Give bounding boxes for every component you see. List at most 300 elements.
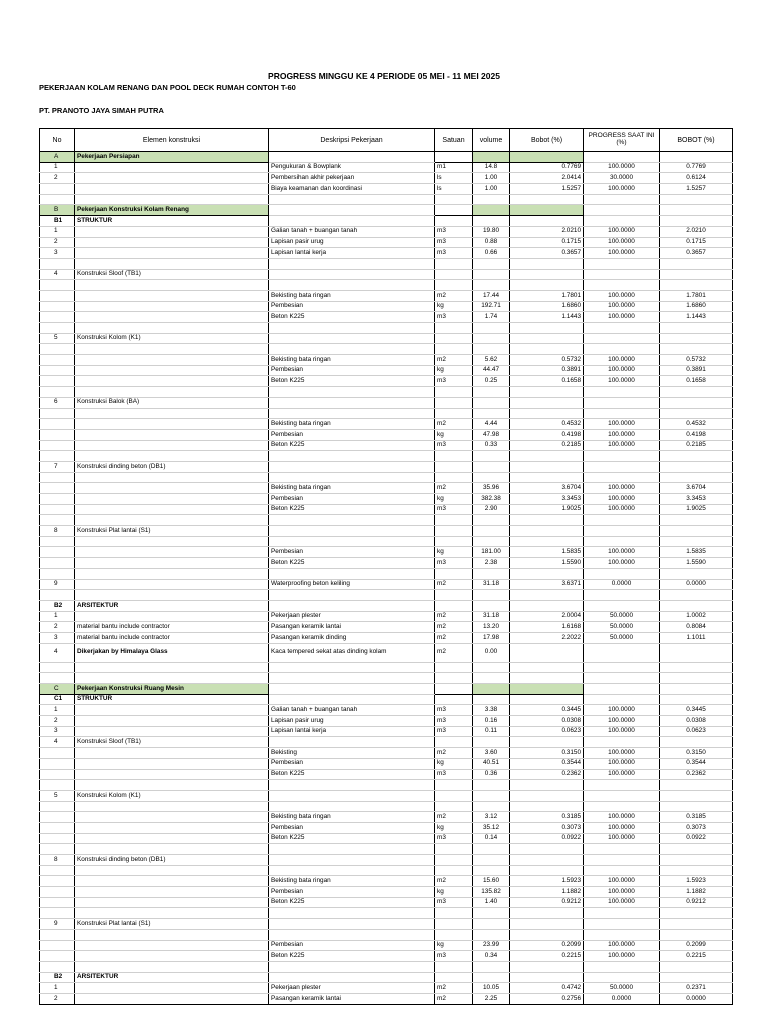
cell-bobot: 3.6704	[510, 483, 584, 494]
cell-no: 3	[40, 248, 75, 259]
table-row	[40, 483, 733, 494]
cell-volume: 0.25	[473, 376, 510, 387]
cell-satuan: m3	[435, 248, 473, 259]
header-volume: volume	[473, 129, 510, 152]
cell-elemen	[75, 590, 269, 601]
cell-no: 2	[40, 993, 75, 1004]
cell-satuan: m2	[435, 579, 473, 590]
cell-bobot	[510, 461, 584, 472]
cell-progress	[584, 929, 660, 940]
cell-volume	[473, 865, 510, 876]
cell-bobot	[510, 908, 584, 919]
cell-volume	[473, 694, 510, 705]
cell-progress: 50.0000	[584, 622, 660, 633]
cell-deskripsi	[269, 865, 435, 876]
cell-no	[40, 929, 75, 940]
cell-volume	[473, 801, 510, 812]
table-row	[40, 472, 733, 483]
cell-bobot: 2.0210	[510, 226, 584, 237]
section-row	[40, 205, 733, 216]
cell-deskripsi: Bekisting bata ringan	[269, 483, 435, 494]
cell-no	[40, 365, 75, 376]
cell-no	[40, 387, 75, 398]
cell-deskripsi: Beton K225	[269, 558, 435, 569]
cell-deskripsi	[269, 780, 435, 791]
cell-volume	[473, 333, 510, 344]
cell-bobot	[510, 600, 584, 611]
cell-no	[40, 355, 75, 366]
cell-elemen	[75, 184, 269, 195]
cell-deskripsi: Lapisan lantai kerja	[269, 248, 435, 259]
cell-bobot	[510, 408, 584, 419]
table-row	[40, 600, 733, 611]
cell-satuan	[435, 536, 473, 547]
cell-bobot-progress: 0.2371	[660, 983, 733, 994]
cell-volume: 17.44	[473, 290, 510, 301]
cell-progress	[584, 780, 660, 791]
cell-bobot: 3.6371	[510, 579, 584, 590]
cell-deskripsi	[269, 387, 435, 398]
cell-volume	[473, 461, 510, 472]
cell-progress: 100.0000	[584, 705, 660, 716]
cell-no	[40, 908, 75, 919]
cell-progress: 100.0000	[584, 301, 660, 312]
cell-progress	[584, 280, 660, 291]
cell-volume	[473, 152, 510, 163]
cell-bobot-progress	[660, 333, 733, 344]
cell-volume: 0.36	[473, 769, 510, 780]
cell-bobot-progress	[660, 258, 733, 269]
cell-elemen	[75, 483, 269, 494]
cell-volume	[473, 526, 510, 537]
cell-progress	[584, 673, 660, 684]
cell-no: 4	[40, 269, 75, 280]
cell-bobot	[510, 590, 584, 601]
table-row	[40, 376, 733, 387]
table-row	[40, 865, 733, 876]
table-row	[40, 184, 733, 195]
cell-satuan	[435, 472, 473, 483]
cell-deskripsi	[269, 694, 435, 705]
cell-volume	[473, 451, 510, 462]
cell-bobot-progress: 1.0002	[660, 611, 733, 622]
project-subtitle: PEKERJAAN KOLAM RENANG DAN POOL DECK RUMAH CONTOH T-60	[39, 83, 296, 92]
cell-progress: 100.0000	[584, 769, 660, 780]
cell-elemen	[75, 547, 269, 558]
cell-bobot	[510, 216, 584, 227]
table-row	[40, 919, 733, 930]
cell-progress	[584, 694, 660, 705]
cell-deskripsi	[269, 737, 435, 748]
cell-volume: 2.25	[473, 993, 510, 1004]
cell-bobot-progress: 1.5257	[660, 184, 733, 195]
cell-bobot: 0.0308	[510, 716, 584, 727]
cell-deskripsi	[269, 258, 435, 269]
cell-deskripsi: Waterproofing beton keliling	[269, 579, 435, 590]
cell-elemen	[75, 173, 269, 184]
cell-deskripsi: Biaya keamanan dan koordinasi	[269, 184, 435, 195]
cell-satuan: m2	[435, 419, 473, 430]
cell-deskripsi	[269, 194, 435, 205]
cell-elemen	[75, 226, 269, 237]
cell-no: A	[40, 152, 75, 163]
cell-progress	[584, 515, 660, 526]
cell-progress	[584, 205, 660, 216]
cell-elemen: Dikerjakan by Himalaya Glass	[75, 643, 269, 662]
cell-volume: 0.34	[473, 951, 510, 962]
table-row	[40, 365, 733, 376]
cell-progress: 100.0000	[584, 483, 660, 494]
cell-volume: 0.16	[473, 716, 510, 727]
table-row	[40, 908, 733, 919]
progress-table	[39, 128, 733, 1005]
cell-elemen	[75, 887, 269, 898]
cell-satuan: kg	[435, 365, 473, 376]
cell-bobot-progress	[660, 694, 733, 705]
cell-no	[40, 494, 75, 505]
cell-satuan	[435, 526, 473, 537]
cell-bobot-progress	[660, 344, 733, 355]
cell-volume	[473, 568, 510, 579]
cell-satuan: m3	[435, 716, 473, 727]
cell-bobot-progress: 0.0922	[660, 833, 733, 844]
cell-volume: 13.20	[473, 622, 510, 633]
cell-elemen	[75, 237, 269, 248]
header-deskripsi: Deskripsi Pekerjaan	[269, 129, 435, 152]
cell-volume	[473, 216, 510, 227]
cell-satuan: m2	[435, 748, 473, 759]
cell-bobot-progress	[660, 323, 733, 334]
table-row	[40, 312, 733, 323]
cell-volume	[473, 397, 510, 408]
cell-volume: 4.44	[473, 419, 510, 430]
cell-satuan	[435, 694, 473, 705]
table-row	[40, 611, 733, 622]
cell-bobot: 2.0414	[510, 173, 584, 184]
cell-elemen	[75, 611, 269, 622]
cell-satuan: m2	[435, 643, 473, 662]
cell-satuan: m2	[435, 622, 473, 633]
cell-bobot-progress	[660, 844, 733, 855]
cell-deskripsi: Beton K225	[269, 951, 435, 962]
cell-volume	[473, 908, 510, 919]
cell-volume: 1.40	[473, 897, 510, 908]
cell-volume: 14.8	[473, 162, 510, 173]
cell-deskripsi	[269, 216, 435, 227]
cell-deskripsi: Galian tanah + buangan tanah	[269, 226, 435, 237]
cell-elemen	[75, 726, 269, 737]
cell-satuan	[435, 269, 473, 280]
cell-no: B	[40, 205, 75, 216]
cell-bobot-progress: 0.2362	[660, 769, 733, 780]
cell-progress: 100.0000	[584, 887, 660, 898]
table-row	[40, 993, 733, 1004]
cell-no: 8	[40, 855, 75, 866]
cell-progress: 100.0000	[584, 312, 660, 323]
cell-deskripsi	[269, 600, 435, 611]
cell-no: 3	[40, 632, 75, 643]
cell-volume: 5.62	[473, 355, 510, 366]
cell-volume: 3.38	[473, 705, 510, 716]
cell-elemen	[75, 579, 269, 590]
table-row	[40, 737, 733, 748]
cell-bobot-progress: 1.5590	[660, 558, 733, 569]
cell-bobot-progress	[660, 472, 733, 483]
cell-no	[40, 662, 75, 673]
cell-bobot: 0.1715	[510, 237, 584, 248]
cell-satuan: m3	[435, 726, 473, 737]
cell-bobot-progress: 0.3544	[660, 758, 733, 769]
cell-bobot-progress: 1.1882	[660, 887, 733, 898]
cell-no	[40, 801, 75, 812]
cell-satuan	[435, 855, 473, 866]
cell-deskripsi	[269, 844, 435, 855]
table-row	[40, 822, 733, 833]
cell-elemen: Pekerjaan Konstruksi Ruang Mesin	[75, 684, 269, 695]
cell-elemen: Konstruksi Balok (BA)	[75, 397, 269, 408]
cell-volume: 10.05	[473, 983, 510, 994]
cell-bobot	[510, 205, 584, 216]
cell-volume: 0.88	[473, 237, 510, 248]
cell-bobot: 0.0623	[510, 726, 584, 737]
cell-progress	[584, 408, 660, 419]
cell-elemen	[75, 833, 269, 844]
document-title: PROGRESS MINGGU KE 4 PERIODE 05 MEI - 11 MEI 2025	[268, 71, 500, 81]
cell-satuan: kg	[435, 887, 473, 898]
table-row	[40, 705, 733, 716]
header-bobot: Bobot (%)	[510, 129, 584, 152]
cell-elemen	[75, 822, 269, 833]
cell-satuan	[435, 461, 473, 472]
cell-no	[40, 780, 75, 791]
cell-progress	[584, 590, 660, 601]
cell-bobot	[510, 258, 584, 269]
cell-volume	[473, 590, 510, 601]
cell-elemen	[75, 312, 269, 323]
cell-satuan	[435, 344, 473, 355]
cell-no: 4	[40, 643, 75, 662]
cell-bobot: 1.1882	[510, 887, 584, 898]
cell-volume	[473, 844, 510, 855]
cell-bobot-progress	[660, 737, 733, 748]
cell-bobot	[510, 152, 584, 163]
cell-bobot-progress: 0.2215	[660, 951, 733, 962]
cell-no	[40, 940, 75, 951]
cell-satuan	[435, 387, 473, 398]
cell-no	[40, 344, 75, 355]
table-row	[40, 929, 733, 940]
cell-no	[40, 301, 75, 312]
cell-satuan: m3	[435, 440, 473, 451]
cell-volume	[473, 408, 510, 419]
cell-bobot	[510, 515, 584, 526]
cell-satuan: m2	[435, 812, 473, 823]
cell-bobot-progress	[660, 643, 733, 662]
cell-progress: 0.0000	[584, 579, 660, 590]
cell-bobot-progress	[660, 972, 733, 983]
cell-bobot-progress: 0.9212	[660, 897, 733, 908]
cell-elemen	[75, 769, 269, 780]
cell-no: B2	[40, 600, 75, 611]
cell-elemen: STRUKTUR	[75, 694, 269, 705]
cell-no	[40, 258, 75, 269]
cell-satuan	[435, 451, 473, 462]
cell-bobot-progress	[660, 269, 733, 280]
cell-progress	[584, 526, 660, 537]
cell-bobot	[510, 643, 584, 662]
cell-progress	[584, 323, 660, 334]
cell-volume: 0.11	[473, 726, 510, 737]
cell-elemen: ARSITEKTUR	[75, 600, 269, 611]
cell-progress: 100.0000	[584, 748, 660, 759]
cell-satuan	[435, 929, 473, 940]
cell-progress	[584, 919, 660, 930]
cell-elemen	[75, 355, 269, 366]
cell-no: 3	[40, 726, 75, 737]
cell-elemen	[75, 983, 269, 994]
table-row	[40, 590, 733, 601]
cell-deskripsi	[269, 801, 435, 812]
cell-elemen	[75, 568, 269, 579]
table-row	[40, 419, 733, 430]
table-row	[40, 323, 733, 334]
cell-no	[40, 451, 75, 462]
cell-no	[40, 408, 75, 419]
cell-bobot: 0.3445	[510, 705, 584, 716]
cell-deskripsi: Pekerjaan plester	[269, 611, 435, 622]
table-row	[40, 355, 733, 366]
cell-volume	[473, 387, 510, 398]
cell-deskripsi	[269, 961, 435, 972]
table-row	[40, 515, 733, 526]
cell-bobot-progress	[660, 152, 733, 163]
cell-volume	[473, 961, 510, 972]
cell-elemen: material bantu include contractor	[75, 622, 269, 633]
cell-satuan: m3	[435, 951, 473, 962]
table-row	[40, 226, 733, 237]
cell-deskripsi: Bekisting bata ringan	[269, 355, 435, 366]
cell-bobot-progress	[660, 397, 733, 408]
cell-bobot: 1.6860	[510, 301, 584, 312]
table-row	[40, 726, 733, 737]
cell-no	[40, 673, 75, 684]
cell-bobot: 0.5732	[510, 355, 584, 366]
cell-volume: 0.00	[473, 643, 510, 662]
cell-no: 2	[40, 173, 75, 184]
cell-deskripsi: Pekerjaan plester	[269, 983, 435, 994]
cell-deskripsi	[269, 152, 435, 163]
cell-deskripsi: Pembesian	[269, 758, 435, 769]
cell-elemen: Konstruksi Sloof (TB1)	[75, 269, 269, 280]
cell-volume	[473, 600, 510, 611]
table-row	[40, 812, 733, 823]
cell-bobot: 2.2022	[510, 632, 584, 643]
cell-bobot: 0.2362	[510, 769, 584, 780]
cell-deskripsi: Bekisting	[269, 748, 435, 759]
cell-satuan: m2	[435, 483, 473, 494]
cell-bobot: 1.7801	[510, 290, 584, 301]
table-row	[40, 940, 733, 951]
cell-satuan	[435, 684, 473, 695]
cell-bobot-progress	[660, 515, 733, 526]
table-row	[40, 694, 733, 705]
cell-no: 2	[40, 716, 75, 727]
cell-no	[40, 590, 75, 601]
cell-progress	[584, 536, 660, 547]
cell-elemen	[75, 365, 269, 376]
cell-satuan	[435, 801, 473, 812]
cell-bobot: 0.2756	[510, 993, 584, 1004]
cell-bobot	[510, 673, 584, 684]
cell-no: 6	[40, 397, 75, 408]
cell-no	[40, 961, 75, 972]
cell-bobot	[510, 972, 584, 983]
table-row	[40, 237, 733, 248]
cell-satuan: m3	[435, 769, 473, 780]
cell-bobot-progress	[660, 780, 733, 791]
cell-no	[40, 312, 75, 323]
cell-volume	[473, 205, 510, 216]
cell-volume	[473, 194, 510, 205]
cell-volume: 1.74	[473, 312, 510, 323]
cell-elemen	[75, 440, 269, 451]
cell-volume: 2.90	[473, 504, 510, 515]
cell-elemen	[75, 258, 269, 269]
cell-satuan: kg	[435, 301, 473, 312]
cell-volume: 181.00	[473, 547, 510, 558]
cell-satuan: m2	[435, 993, 473, 1004]
cell-no	[40, 568, 75, 579]
cell-deskripsi	[269, 972, 435, 983]
table-row	[40, 333, 733, 344]
cell-bobot-progress: 0.0000	[660, 579, 733, 590]
cell-bobot-progress	[660, 568, 733, 579]
cell-progress	[584, 258, 660, 269]
cell-bobot-progress: 1.5923	[660, 876, 733, 887]
cell-bobot: 0.9212	[510, 897, 584, 908]
table-row	[40, 494, 733, 505]
cell-progress	[584, 344, 660, 355]
cell-deskripsi: Kaca tempered sekat atas dinding kolam	[269, 643, 435, 662]
table-row	[40, 887, 733, 898]
cell-bobot-progress	[660, 673, 733, 684]
cell-bobot-progress: 1.5835	[660, 547, 733, 558]
cell-progress: 100.0000	[584, 940, 660, 951]
cell-deskripsi	[269, 673, 435, 684]
cell-no	[40, 558, 75, 569]
cell-no: 2	[40, 237, 75, 248]
cell-volume: 1.00	[473, 184, 510, 195]
cell-no: 8	[40, 526, 75, 537]
cell-bobot	[510, 801, 584, 812]
cell-bobot-progress: 0.3657	[660, 248, 733, 259]
cell-bobot	[510, 662, 584, 673]
cell-bobot-progress: 0.6124	[660, 173, 733, 184]
table-row	[40, 780, 733, 791]
cell-deskripsi: Lapisan pasir urug	[269, 237, 435, 248]
table-row	[40, 248, 733, 259]
cell-satuan: m3	[435, 226, 473, 237]
cell-elemen	[75, 162, 269, 173]
cell-bobot: 0.2215	[510, 951, 584, 962]
cell-bobot-progress: 3.6704	[660, 483, 733, 494]
cell-no	[40, 547, 75, 558]
table-row	[40, 280, 733, 291]
table-row	[40, 547, 733, 558]
cell-bobot	[510, 344, 584, 355]
table-row	[40, 526, 733, 537]
cell-no	[40, 865, 75, 876]
